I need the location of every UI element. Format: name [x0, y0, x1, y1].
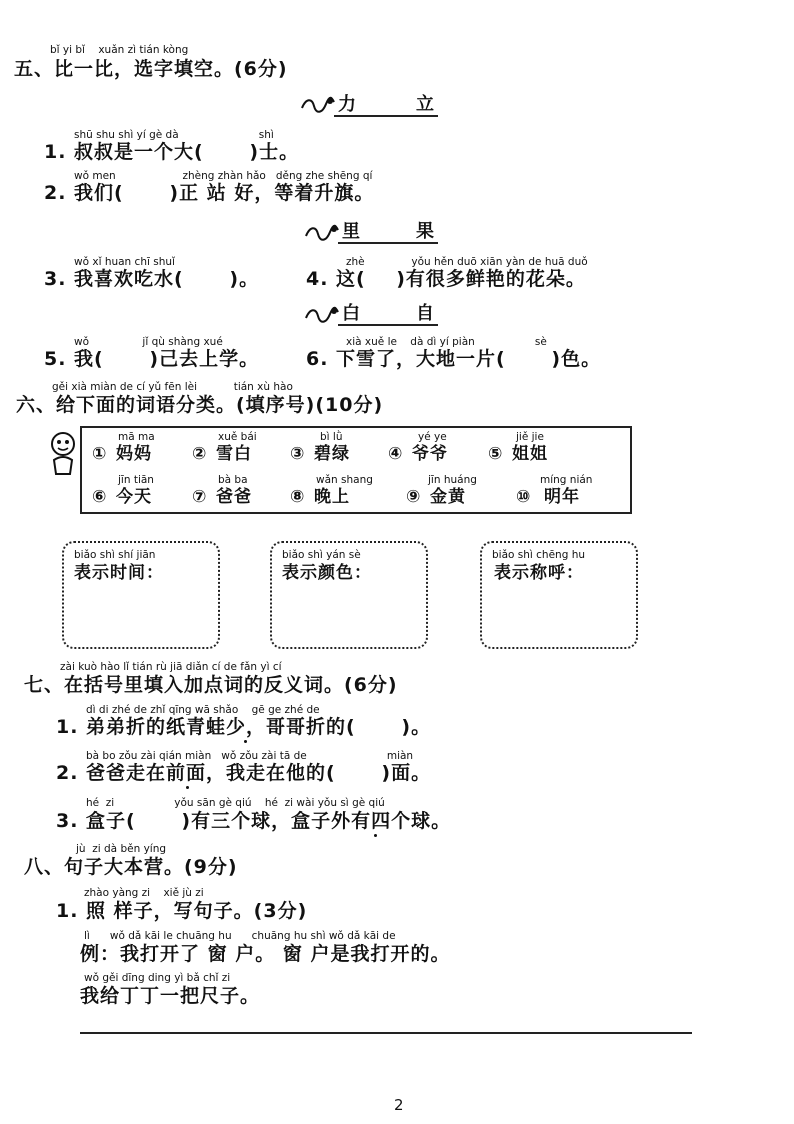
s5-q3: 3. 我喜欢吃水( )。 [44, 268, 260, 290]
s7-title-pinyin: zài kuò hào lǐ tián rù jiā diǎn cí de fǎn yì cí [60, 661, 282, 673]
word-number: ⑩ [516, 487, 532, 507]
s8-title-pinyin: jù zi dà běn yíng [76, 843, 167, 855]
word-number: ⑧ [290, 487, 306, 507]
choice-2-a: 里 [342, 221, 360, 242]
s7-q1: 1. 弟弟折的纸青蛙少，哥哥折的( )。 [56, 716, 432, 738]
s5-q2-pinyin: wǒ men zhèng zhàn hǎo děng zhe shēng qí [74, 170, 373, 182]
snake-icon [300, 94, 336, 116]
s7-q3-pinyin: hé zi yǒu sān gè qiú hé zi wài yǒu sì gè qiú [86, 797, 385, 809]
word-pinyin: yé ye [418, 431, 447, 443]
word-text: 妈妈 [116, 444, 152, 464]
word-pinyin: wǎn shang [316, 474, 373, 486]
word-pinyin: bì lǜ [320, 431, 343, 443]
word-pinyin: bà ba [218, 474, 248, 486]
answer-line[interactable] [80, 1032, 692, 1034]
category-pinyin: biǎo shì chēng hu [492, 549, 586, 561]
word-text: 爷爷 [412, 444, 448, 464]
choice-3-underline [338, 324, 438, 326]
s7-title: 七、在括号里填入加点词的反义词。(6分) [24, 674, 398, 696]
snake-icon [304, 304, 340, 326]
choice-3-a: 白 [342, 303, 360, 324]
word-text: 今天 [116, 487, 152, 507]
word-number: ③ [290, 444, 306, 464]
s7-q3: 3. 盒子( )有三个球，盒子外有四个球。 [56, 810, 452, 832]
category-label: 表示时间： [74, 563, 164, 583]
s5-q6-pinyin: xià xuě le dà dì yí piàn sè [346, 336, 547, 348]
choice-2-b: 果 [416, 221, 434, 242]
choice-1-a: 力 [338, 94, 356, 115]
word-pinyin: jiě jie [516, 431, 544, 443]
word-pinyin: xuě bái [218, 431, 257, 443]
cartoon-character-icon [48, 430, 78, 476]
snake-icon [304, 222, 340, 244]
word-text: 金黄 [430, 487, 466, 507]
choice-2-underline [338, 242, 438, 244]
s8-example: 例：我打开了 窗 户。 窗 户是我打开的。 [80, 943, 451, 965]
s6-title-pinyin: gěi xià miàn de cí yǔ fēn lèi tián xù hào [52, 381, 293, 393]
word-number: ④ [388, 444, 404, 464]
s5-q5: 5. 我( )己去上学。 [44, 348, 260, 370]
emphasis-dot [374, 834, 377, 837]
word-text: 碧绿 [314, 444, 350, 464]
s5-q6: 6. 下雪了，大地一片( )色。 [306, 348, 602, 370]
s8-example-pinyin: lì wǒ dǎ kāi le chuāng hu chuāng hu shì wǒ dǎ kāi de [84, 930, 396, 942]
s8-subtitle: 1. 照 样子，写句子。(3分) [56, 900, 308, 922]
word-text: 姐姐 [512, 444, 548, 464]
word-text: 明年 [544, 487, 580, 507]
s8-task-pinyin: wǒ gěi dīng ding yì bǎ chǐ zi [84, 972, 231, 984]
s8-sub-pinyin: zhào yàng zi xiě jù zi [84, 887, 204, 899]
s5-q1-pinyin: shū shu shì yí gè dà shì [74, 129, 274, 141]
word-pinyin: mā ma [118, 431, 155, 443]
word-number: ⑦ [192, 487, 208, 507]
s5-q1: 1. 叔叔是一个大( )士。 [44, 141, 300, 163]
s7-q1-pinyin: dì di zhé de zhǐ qīng wā shǎo gē ge zhé de [86, 704, 320, 716]
category-pinyin: biǎo shì yán sè [282, 549, 361, 561]
s5-q5-pinyin: wǒ jǐ qù shàng xué [74, 336, 223, 348]
s5-title-pinyin: bǐ yi bǐ xuǎn zì tián kòng [50, 44, 189, 56]
word-number: ② [192, 444, 208, 464]
word-pinyin: jīn huáng [428, 474, 477, 486]
choice-3-b: 自 [416, 303, 434, 324]
s5-q4-pinyin: zhè yǒu hěn duō xiān yàn de huā duǒ [346, 256, 588, 268]
emphasis-dot [186, 786, 189, 789]
category-label: 表示颜色： [282, 563, 372, 583]
word-text: 爸爸 [216, 487, 252, 507]
s8-task: 我给丁丁一把尺子。 [80, 985, 261, 1007]
s8-title: 八、句子大本营。(9分) [24, 856, 238, 878]
emphasis-dot [244, 740, 247, 743]
category-label: 表示称呼： [494, 563, 584, 583]
word-text: 雪白 [216, 444, 252, 464]
s7-q2: 2. 爸爸走在前面，我走在他的( )面。 [56, 762, 432, 784]
word-pinyin: míng nián [540, 474, 593, 486]
s7-q2-pinyin: bà bo zǒu zài qián miàn wǒ zǒu zài tā de miàn [86, 750, 414, 762]
word-pinyin: jīn tiān [118, 474, 154, 486]
s5-q3-pinyin: wǒ xǐ huan chī shuǐ [74, 256, 175, 268]
choice-1-underline [334, 115, 438, 117]
s6-title: 六、给下面的词语分类。(填序号)(10分) [16, 394, 384, 416]
word-number: ⑨ [406, 487, 422, 507]
word-number: ⑥ [92, 487, 108, 507]
page-number: 2 [394, 1096, 404, 1114]
choice-1-b: 立 [416, 94, 434, 115]
word-number: ① [92, 444, 108, 464]
word-text: 晚上 [314, 487, 350, 507]
s5-q4: 4. 这( )有很多鲜艳的花朵。 [306, 268, 586, 290]
s5-q2: 2. 我们( )正 站 好，等着升旗。 [44, 182, 375, 204]
s5-title: 五、比一比，选字填空。(6分) [14, 58, 288, 80]
word-number: ⑤ [488, 444, 504, 464]
category-pinyin: biǎo shì shí jiān [74, 549, 156, 561]
